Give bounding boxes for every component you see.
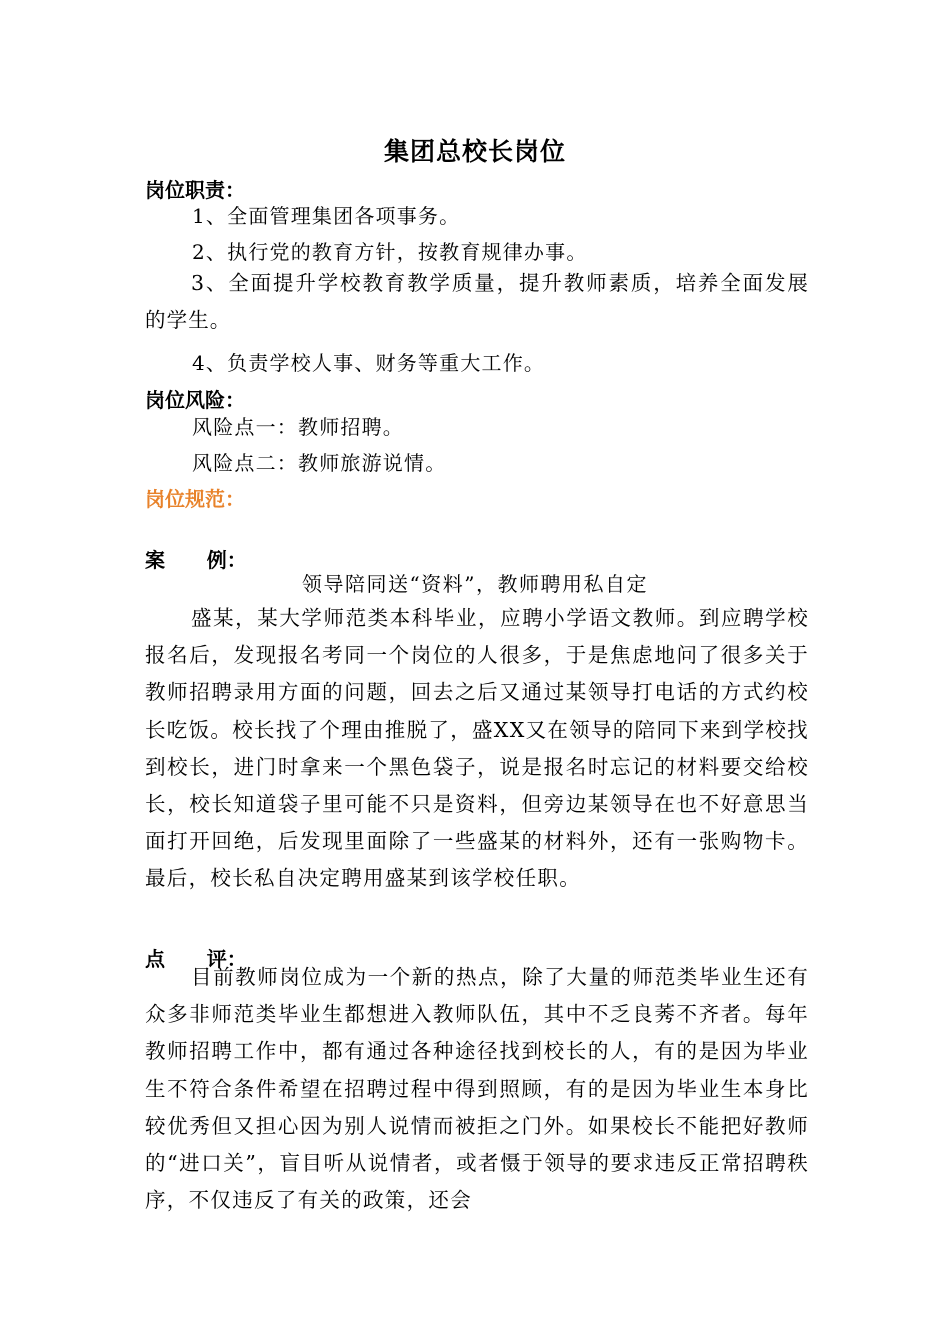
case-heading: 案 例： xyxy=(145,548,247,572)
comment-body: 目前教师岗位成为一个新的热点，除了大量的师范类毕业生还有众多非师范类毕业生都想进入教师队伍，其中不乏良莠不齐者。每年教师招聘工作中，都有通过各种途径找到校长的人，有的是因为毕业生不符合条件希望在招聘过程中得到照顾，有的是因为毕业生本身比较优秀但又担心因为别人说情而被拒之门外。如果校长不能把好教师的“进口关”，盲目听从说情者，或者慑于领导的要求违反正常招聘秩序，不仅违反了有关的政策，还会 xyxy=(145,965,809,1213)
case-title: 领导陪同送“资料”，教师聘用私自定 xyxy=(302,572,648,596)
duty-item-1: 1、全面管理集团各项事务。 xyxy=(192,204,461,228)
case-body: 盛某，某大学师范类本科毕业，应聘小学语文教师。到应聘学校报名后，发现报名考同一个岗位的人很多，于是焦虑地问了很多关于教师招聘录用方面的问题，回去之后又通过某领导打电话的方式约校长吃饭。校长找了个理由推脱了，盛XX又在领导的陪同下来到学校找到校长，进门时拿来一个黑色袋子，说是报名时忘记的材料要交给校长，校长知道袋子里可能不只是资料，但旁边某领导在也不好意思当面打开回绝，后发现里面除了一些盛某的材料外，还有一张购物卡。最后，校长私自决定聘用盛某到该学校任职。 xyxy=(145,606,809,891)
duties-heading: 岗位职责： xyxy=(145,178,245,202)
duty-item-4: 4、负责学校人事、财务等重大工作。 xyxy=(192,351,546,375)
risk-item-2: 风险点二：教师旅游说情。 xyxy=(192,451,447,475)
document-title: 集团总校长岗位 xyxy=(383,137,566,166)
comment-heading: 点 评： xyxy=(145,947,247,971)
standard-heading: 岗位规范： xyxy=(145,487,245,511)
duty-item-3: 3、全面提升学校教育教学质量，提升教师素质，培养全面发展的学生。 xyxy=(145,271,809,333)
risk-heading: 岗位风险： xyxy=(145,388,245,412)
risk-item-1: 风险点一：教师招聘。 xyxy=(192,415,404,439)
duty-item-2: 2、执行党的教育方针，按教育规律办事。 xyxy=(192,240,588,264)
